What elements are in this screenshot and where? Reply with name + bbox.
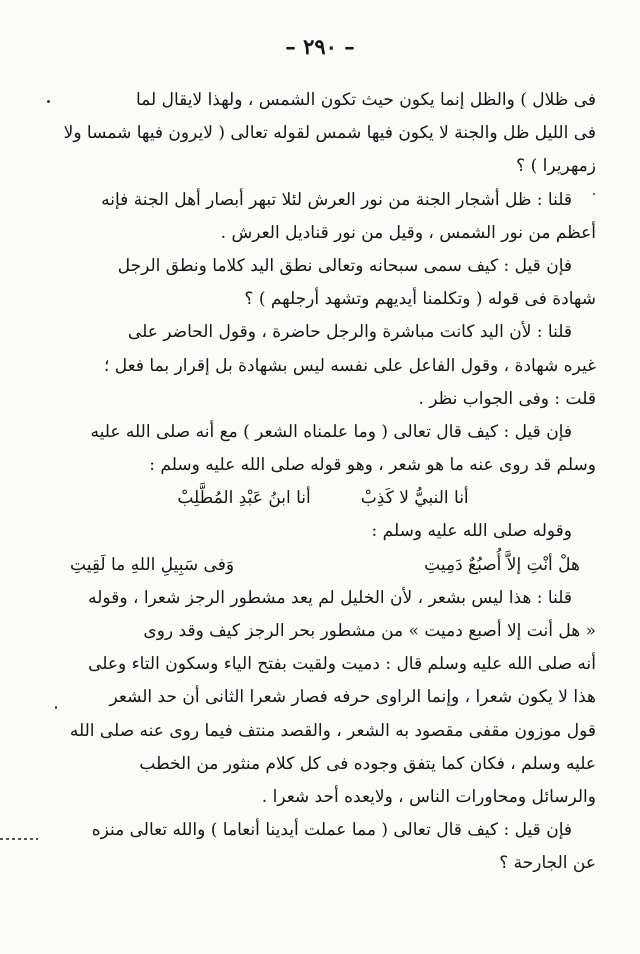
- text-line: قلنا : لأن اليد كانت مباشرة والرجل حاضرة ، وقول الحاضر على: [127, 322, 572, 343]
- scan-edge-mark: [0, 838, 38, 840]
- verse-1-left-hemistich: أنا ابنُ عَبْدِ المُطَّلِبْ: [177, 488, 311, 509]
- text-line: فإن قيل : كيف قال تعالى ( وما علمناه الشعر ) مع أنه صلى الله عليه: [90, 421, 572, 442]
- text-line: غيره شهادة ، وقول الفاعل على نفسه ليس بشهادة بل إقرار بما فعل ؛: [104, 355, 596, 376]
- text-line: فى الليل ظل والجنة لا يكون فيها شمس لقوله تعالى ( لايرون فيها شمسا ولا: [63, 123, 596, 144]
- scan-speck: [47, 100, 50, 103]
- text-line: شهادة فى قوله ( وتكلمنا أيديهم وتشهد أرجلهم ) ؟: [244, 289, 596, 310]
- text-line: أنه صلى الله عليه وسلم قال : دميت ولقيت بفتح الياء وسكون التاء وعلى: [88, 654, 596, 675]
- verse-1: [50, 482, 596, 515]
- verse-intro: وقوله صلى الله عليه وسلم :: [371, 521, 572, 542]
- verse-2: [50, 549, 596, 582]
- page-text: [50, 84, 596, 881]
- text-line: زمهريرا ) ؟: [516, 156, 596, 177]
- text-line: فإن قيل : كيف قال تعالى ( مما عملت أيدينا أنعاما ) والله تعالى منزه: [91, 820, 572, 841]
- text-line: والرسائل ومحاورات الناس ، ولايعده أحد شعرا .: [261, 786, 596, 807]
- text-line: وسلم قد روى عنه ما هو شعر ، وهو قوله صلى الله عليه وسلم :: [149, 455, 596, 476]
- text-line: هذا لا يكون شعرا ، وإنما الراوى حرفه فصار شعرا الثانى أن حد الشعر: [109, 687, 596, 708]
- verse-2-right-hemistich: هلْ أنْتِ إلاَّ أُصبُعٌ دَمِيتِ: [424, 554, 580, 575]
- text-line: قلنا : ظل أشجار الجنة من نور العرش لئلا تبهر أبصار أهل الجنة فإنه: [101, 189, 572, 210]
- text-line: فى ظلال ) والظل إنما يكون حيث تكون الشمس ، ولهذا لايقال لما: [136, 90, 596, 110]
- text-line: « هل أنت إلا أصبع دميت » من مشطور بحر الرجز كيف وقد روى: [143, 621, 596, 641]
- text-line: قلت : وفى الجواب نظر .: [418, 388, 596, 409]
- text-line: أعظم من نور الشمس ، وقيل من نور قناديل العرش .: [220, 222, 596, 243]
- text-line: عليه وسلم ، فكان كما يتفق وجوده فى كل كلام منثور من الخطب: [139, 753, 596, 774]
- text-line: قول موزون مقفى مقصود به الشعر ، والقصد منتف فيما روى عنه صلى الله: [69, 720, 596, 741]
- scan-speck: [593, 193, 595, 195]
- verse-1-right-hemistich: أنا النبيُّ لا كَذِبْ: [360, 488, 469, 509]
- text-line: عن الجارحة ؟: [499, 853, 596, 874]
- text-line: قلنا : هذا ليس بشعر ، لأن الخليل لم يعد مشطور الرجز شعرا ، وقوله: [88, 587, 572, 608]
- page-number: – ٢٩٠ –: [285, 34, 355, 59]
- scan-speck: [55, 706, 57, 709]
- text-line: فإن قيل : كيف سمى سبحانه وتعالى نطق اليد كلاما ونطق الرجل: [117, 255, 572, 276]
- verse-2-left-hemistich: وَفى سَبِيلِ اللهِ ما لَقِيتِ: [70, 554, 235, 575]
